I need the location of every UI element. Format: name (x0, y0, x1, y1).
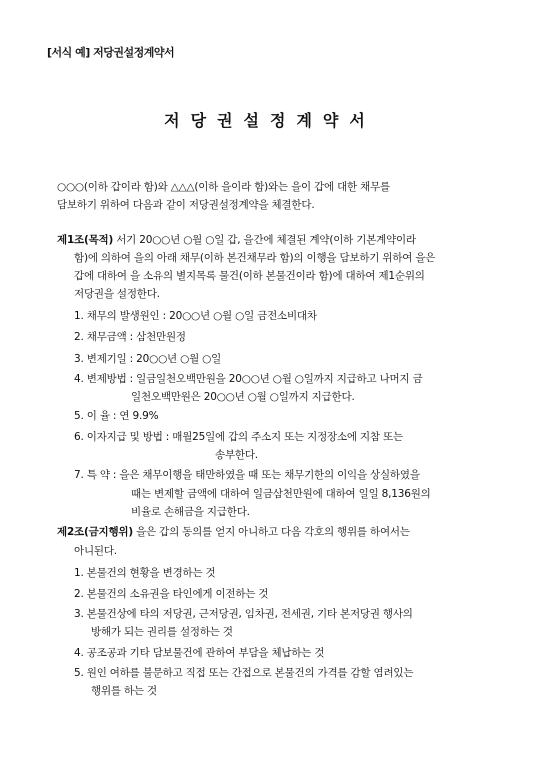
intro-line-1: ○○○(이하 갑이라 함)와 △△△(이하 을이라 함)와는 을이 갑에 대한 채무를 (57, 181, 390, 193)
article2-text-line-1: 을은 갑의 동의를 얻지 아니하고 다음 각호의 행위를 하여서는 (132, 526, 410, 538)
document-title: 저당권설정계약서 (164, 111, 376, 130)
article1-item-7: 7. 특 약 : 을은 채무이행을 태만하였을 때 또는 채무기한의 이익을 상실하였을 (74, 469, 420, 481)
article1-item-6: 6. 이자지급 및 방법 : 매월25일에 갑의 주소지 또는 지정장소에 지참 또는 (74, 431, 403, 443)
article1-item-1: 1. 채무의 발생원인 : 20○○년 ○월 ○일 금전소비대차 (74, 310, 317, 322)
article1-text-line-2: 함)에 의하여 을의 아래 채무(이하 본건채무라 함)의 이행을 담보하기 위하여 을은 (74, 252, 436, 264)
article1-first-line (57, 233, 416, 247)
article2-item-5-cont: 행위를 하는 것 (91, 685, 157, 697)
form-label: [서식 예] 저당권설정계약서 (47, 46, 175, 59)
article1-item-4-cont: 일천오백만원은 20○○년 ○월 ○일까지 지급한다. (131, 391, 355, 403)
article2-heading: 제2조(금지행위) (57, 526, 133, 538)
article1-item-5: 5. 이 율 : 연 9.9% (74, 410, 159, 422)
article2-text-line-2: 아니된다. (74, 545, 117, 557)
article1-item-2: 2. 채무금액 : 삼천만원정 (74, 331, 186, 343)
article2-item-1: 1. 본물건의 현황을 변경하는 것 (74, 567, 216, 579)
article1-item-6-cont: 송부한다. (215, 449, 258, 461)
article2-item-2: 2. 본물건의 소유권을 타인에게 이전하는 것 (74, 588, 269, 600)
article1-item-7-cont-2: 비율로 손해금을 지급한다. (131, 506, 250, 518)
article1-item-7-cont-1: 때는 변제할 금액에 대하여 일금삼천만원에 대하여 일일 8,136원의 (131, 488, 431, 500)
article1-text-line-3: 갑에 대하여 을 소유의 별지목록 물건(이하 본물건이라 함)에 대하여 제1순위의 (74, 270, 425, 282)
article2-item-5: 5. 원인 여하를 불문하고 직접 또는 간접으로 본물건의 가격를 감할 염려있는 (74, 667, 414, 679)
article1-heading: 제1조(목적) (57, 234, 114, 246)
article2-item-3: 3. 본물건상에 타의 저당권, 근저당권, 임차권, 전세권, 기타 본저당권 행사의 (74, 608, 413, 620)
intro-line-2: 담보하기 위하여 다음과 같이 저당권설정계약을 체결한다. (57, 199, 315, 211)
article2-first-line (57, 525, 410, 539)
article1-text-line-4: 저당권을 설정한다. (74, 288, 160, 300)
article1-item-4: 4. 변제방법 : 일금일천오백만원을 20○○년 ○월 ○일까지 지급하고 나머지 금 (74, 373, 423, 385)
article2-item-3-cont: 방해가 되는 권리를 설정하는 것 (91, 626, 233, 638)
article1-text-line-1: 서기 20○○년 ○월 ○일 갑, 을간에 체결된 계약(이하 기본계약이라 (113, 234, 416, 246)
article1-item-3: 3. 변제기일 : 20○○년 ○월 ○일 (74, 353, 222, 365)
article2-item-4: 4. 공조공과 기타 담보물건에 관하여 부담을 체납하는 것 (74, 647, 325, 659)
